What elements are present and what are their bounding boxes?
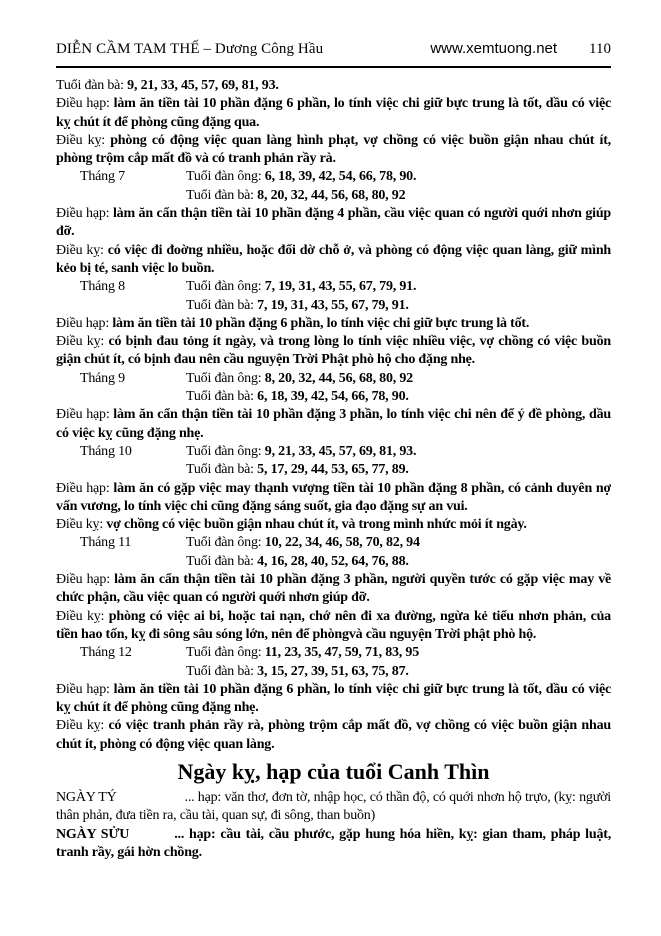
- age-numbers: 8, 20, 32, 44, 56, 68, 80, 92: [264, 370, 413, 386]
- run-bold: làm ăn có gặp việc may thạnh vượng tiền tài 10 phần đặng 8 phần, có cảnh duyên nợ vấn vương, lo tính việc chi cũng đặng sáng suốt, gia đạo đặng sự an vui.: [56, 480, 611, 514]
- run: Điều hạp:: [56, 681, 114, 697]
- paragraph: [56, 242, 611, 279]
- paragraph: [56, 516, 611, 534]
- run-bold: làm ăn cẩn thận tiền tài 10 phần đặng 3 phần, người quyền tước có gặp việc may về chức phận, cầu việc quan có người quới nhơn giúp đỡ.: [56, 572, 612, 606]
- run: Tuổi đàn bà:: [56, 78, 128, 93]
- month-name: Tháng 12: [80, 645, 132, 661]
- run: Điều hạp:: [56, 407, 114, 423]
- age-numbers: 5, 17, 29, 44, 53, 65, 77, 89.: [257, 462, 409, 478]
- day-entry-suu: [56, 826, 611, 863]
- age-label: Tuổi đàn ông:: [186, 279, 265, 295]
- run: Điều kỵ:: [56, 608, 109, 624]
- run: Điều hạp:: [56, 96, 114, 112]
- run: Điều hạp:: [56, 206, 113, 222]
- month-line: [56, 278, 611, 296]
- run-bold: làm ăn tiền tài 10 phần đặng 6 phần, lo tính việc chi giữ bực trung là tốt.: [112, 315, 530, 331]
- age-label: Tuổi đàn ông:: [186, 370, 265, 386]
- age-numbers: 3, 15, 27, 39, 51, 63, 75, 87.: [257, 663, 409, 679]
- run: Điều kỵ:: [56, 242, 108, 258]
- month-line: [56, 644, 611, 662]
- age-label: Tuổi đàn ông:: [186, 645, 265, 661]
- run-bold: làm ăn cẩn thận tiền tài 10 phần đặng 4 phần, cầu việc quan có người quới nhơn giúp đỡ.: [56, 206, 611, 240]
- month-line: [56, 168, 611, 186]
- paragraph: [56, 205, 611, 242]
- run: Điều kỵ:: [56, 132, 111, 148]
- run-bold: làm ăn tiền tài 10 phần đặng 6 phần, lo tính việc chi giữ bực trung là tốt, dầu có việc kỵ chút ít để phòng cũng đặng nhẹ.: [56, 681, 611, 716]
- run: NGÀY TÝ: [56, 789, 117, 805]
- paragraph: [56, 717, 611, 754]
- paragraph: [56, 315, 611, 333]
- day-entry-ty: [56, 789, 611, 826]
- month-name: Tháng 8: [80, 279, 125, 295]
- run: Điều hạp:: [56, 480, 114, 496]
- run-bold: ... hạp: cầu tài, cầu phước, gặp hung hóa hiền, kỵ: gian tham, pháp luật, tranh rầy, gái hờn chồng.: [56, 826, 612, 860]
- age-numbers: 7, 19, 31, 43, 55, 67, 79, 91.: [257, 297, 409, 313]
- paragraph: [56, 571, 611, 608]
- paragraph: [56, 608, 611, 645]
- paragraph: [56, 480, 611, 517]
- section-heading: Ngày kỵ, hạp của tuổi Canh Thìn: [177, 758, 490, 784]
- run: Điều kỵ:: [56, 718, 109, 734]
- month-name: Tháng 11: [80, 535, 132, 551]
- paragraph: [56, 95, 611, 132]
- paragraph: [56, 333, 611, 370]
- run-bold: làm ăn cẩn thận tiền tài 10 phần đặng 3 phần, lo tính việc chi nên để ý đề phòng, dầu có việc kỵ cũng đặng nhẹ.: [56, 407, 611, 441]
- age-label: Tuổi đàn bà:: [186, 389, 258, 405]
- age-label: Tuổi đàn bà:: [186, 553, 258, 569]
- run-bold: NGÀY SỬU: [56, 826, 130, 842]
- month-line: [56, 388, 611, 406]
- month-line: [56, 187, 611, 205]
- age-numbers: 4, 16, 28, 40, 52, 64, 76, 88.: [257, 553, 409, 569]
- month-name: Tháng 10: [80, 443, 132, 459]
- age-numbers: 11, 23, 35, 47, 59, 71, 83, 95: [264, 645, 419, 661]
- age-numbers: 10, 22, 34, 46, 58, 70, 82, 94: [264, 535, 420, 551]
- paragraph: [56, 406, 611, 443]
- run-bold: phòng có việc ai bi, hoặc tai nạn, chớ nên đi xa đường, ngừa kẻ tiểu nhơn phản, của tiền hao tốn, kỵ đi sông sâu sóng lớn, nên để phòngvà cầu nguyện Trời phật phò hộ.: [56, 608, 611, 642]
- run-bold: có việc đi đoờng nhiều, hoặc đổi dờ chỗ ở, và phòng có động việc quan làng, giữ mình kẻo bị té, sanh việc lo buồn.: [56, 242, 611, 276]
- paragraph: [56, 132, 611, 169]
- month-block: [56, 644, 611, 681]
- page-header: [56, 40, 611, 68]
- age-label: Tuổi đàn bà:: [186, 187, 258, 203]
- page-body: [56, 77, 611, 862]
- month-block: [56, 534, 611, 571]
- month-name: Tháng 9: [80, 370, 125, 386]
- age-numbers: 7, 19, 31, 43, 55, 67, 79, 91.: [264, 279, 417, 295]
- age-label: Tuổi đàn ông:: [186, 169, 265, 185]
- age-numbers: 6, 18, 39, 42, 54, 66, 78, 90.: [257, 389, 409, 405]
- page-number: 110: [589, 41, 611, 57]
- month-block: [56, 278, 611, 315]
- run: Điều hạp:: [56, 572, 115, 588]
- month-line: [56, 461, 611, 479]
- age-numbers: 8, 20, 32, 44, 56, 68, 80, 92: [257, 187, 406, 203]
- run: Điều kỵ:: [56, 334, 109, 350]
- month-line: [56, 443, 611, 461]
- month-block: [56, 443, 611, 480]
- run: Điều kỵ:: [56, 517, 107, 533]
- run-bold: có việc tranh phản rầy rà, phòng trộm cắp mất đồ, vợ chồng có việc buồn giận nhau chút ít, phòng có động việc quan làng.: [56, 718, 611, 752]
- site-url: www.xemtuong.net: [430, 40, 558, 57]
- month-line: [56, 663, 611, 681]
- month-block: [56, 370, 611, 407]
- paragraph: [56, 681, 611, 718]
- age-label: Tuổi đàn ông:: [186, 535, 265, 551]
- run: Điều hạp:: [56, 315, 113, 331]
- month-line: [56, 534, 611, 552]
- age-numbers: 9, 21, 33, 45, 57, 69, 81, 93.: [264, 443, 417, 459]
- age-label: Tuổi đàn bà:: [186, 462, 258, 478]
- month-line: [56, 370, 611, 388]
- run: ... hạp: văn thơ, đơn tờ, nhập học, có thần độ, có quới nhơn hộ trựo, (kỵ: người thân phản, đưa tiền ra, cầu tài, quan sự, đi sông, than buồn): [56, 789, 611, 824]
- month-name: Tháng 7: [80, 169, 125, 185]
- month-line: [56, 297, 611, 315]
- run-bold: có bịnh đau tỏng ít ngày, và trong lòng lo tính việc nhiều việc, vợ chồng có việc buồn giận chút ít, có bịnh đau nên cầu nguyện Trời Phật phò hộ cho đặng nhẹ.: [56, 334, 611, 368]
- age-label: Tuổi đàn bà:: [186, 663, 258, 679]
- book-title: DIỄN CẦM TAM THẾ – Dương Công Hầu: [56, 41, 324, 57]
- run-bold: 9, 21, 33, 45, 57, 69, 81, 93.: [127, 78, 279, 93]
- run-bold: làm ăn tiền tài 10 phần đặng 6 phần, lo tính việc chi giữ bực trung là tốt, dầu có việc kỵ chút ít để phòng cũng đặng qua.: [56, 96, 611, 130]
- paragraph: [56, 77, 611, 95]
- run-bold: phòng có động việc quan làng hình phạt, vợ chồng có việc buồn giận nhau chút ít, phòng trộm cắp mất đồ và có tranh phản rầy rà.: [56, 132, 611, 167]
- age-numbers: 6, 18, 39, 42, 54, 66, 78, 90.: [264, 169, 417, 185]
- month-block: [56, 168, 611, 205]
- age-label: Tuổi đàn ông:: [186, 443, 265, 459]
- age-label: Tuổi đàn bà:: [186, 297, 258, 313]
- run-bold: vợ chồng có việc buồn giận nhau chút ít, và trong mình nhức mỏi ít ngày.: [106, 517, 527, 533]
- month-line: [56, 553, 611, 571]
